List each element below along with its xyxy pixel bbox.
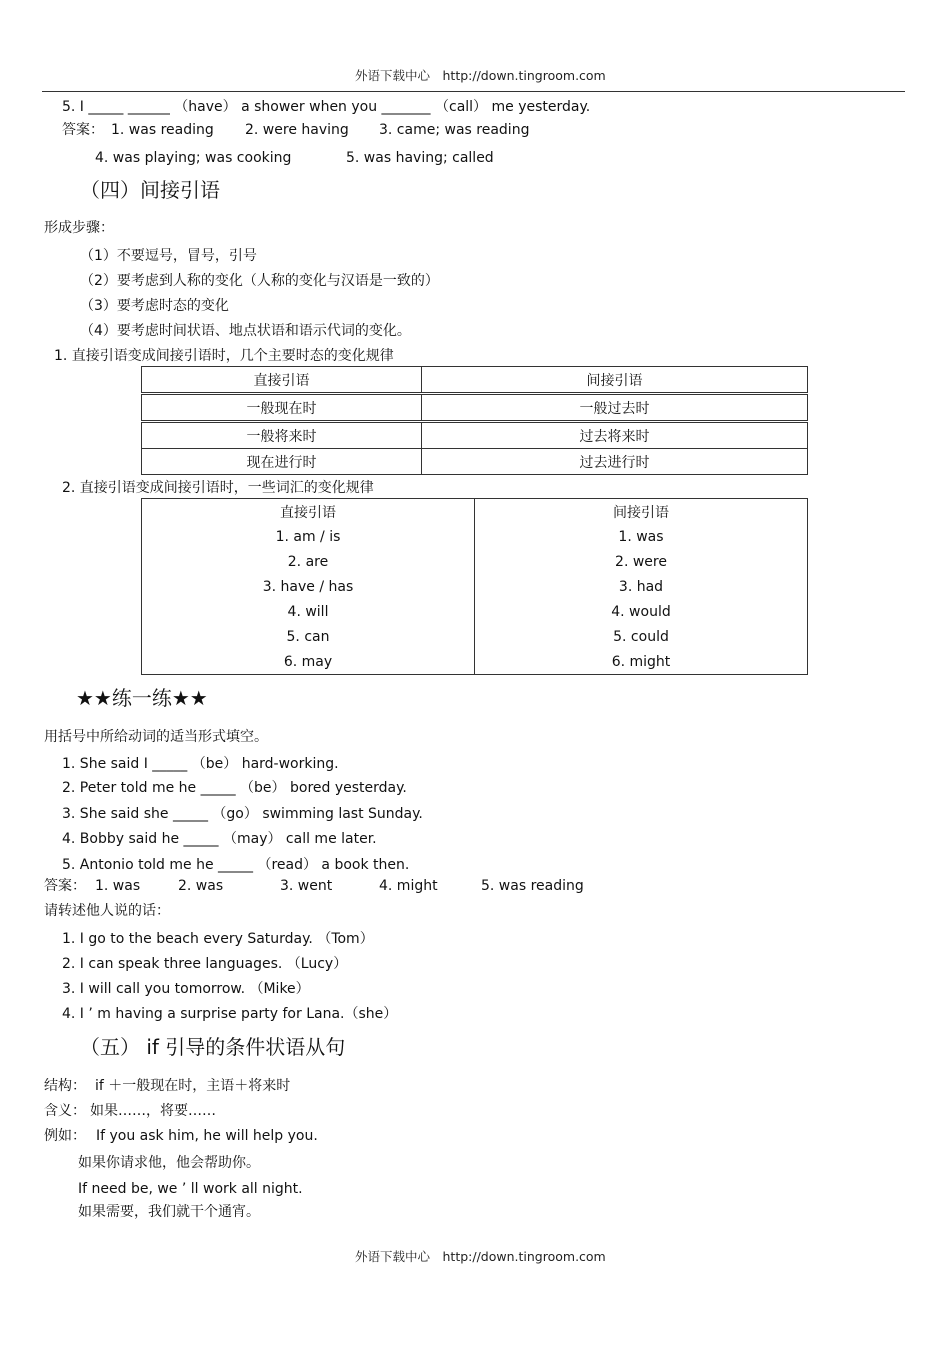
meaning-text: 如果……，将要…… — [90, 1103, 216, 1119]
table-row — [142, 649, 808, 675]
report-label: 请转述他人说的话： — [44, 903, 170, 919]
page-footer: 外语下载中心 http://down.tingroom.com — [355, 1249, 606, 1264]
practice-title: ★★练一练★★ — [76, 686, 208, 710]
table-cell: 5. can — [142, 624, 475, 649]
table-row — [142, 422, 808, 449]
table-cell: 一般过去时 — [422, 394, 808, 422]
structure-text: if ＋一般现在时，主语＋将来时 — [95, 1078, 291, 1094]
example-sentence: If need be, we ’ ll work all night. — [78, 1181, 303, 1197]
table-cell: 6. may — [142, 649, 475, 675]
answer-item: 5. was having; called — [346, 150, 494, 166]
table-row — [142, 574, 808, 599]
table-row — [142, 549, 808, 574]
answer-item: 2. were having — [245, 122, 349, 138]
practice-question: 1. She said I _____ （be） hard-working. — [62, 756, 339, 772]
example-translation: 如果需要，我们就干个通宵。 — [78, 1204, 260, 1220]
structure-label: 结构： — [44, 1078, 86, 1094]
example-label: 例如： — [44, 1128, 86, 1144]
table-header-cell: 直接引语 — [142, 367, 422, 394]
header-rule — [42, 91, 905, 92]
steps-label: 形成步骤： — [44, 220, 114, 236]
answer-item: 1. was — [95, 878, 141, 894]
answer-item: 1. was reading — [111, 122, 214, 138]
practice-question: 5. Antonio told me he _____ （read） a book then. — [62, 857, 410, 873]
answer-label: 答案： — [44, 878, 86, 894]
example-sentence: If you ask him, he will help you. — [96, 1128, 318, 1144]
table-header-row — [142, 499, 808, 525]
table-row — [142, 394, 808, 422]
report-item: 3. I will call you tomorrow. （Mike） — [62, 981, 310, 997]
practice-question: 2. Peter told me he _____ （be） bored yesterday. — [62, 780, 407, 796]
tense-change-table — [141, 366, 808, 475]
table-cell: 3. had — [475, 574, 808, 599]
step-item: （3）要考虑时态的变化 — [80, 298, 229, 314]
table-cell: 过去进行时 — [422, 449, 808, 475]
answer-item: 2. was — [178, 878, 224, 894]
table-header-row — [142, 367, 808, 394]
example-translation: 如果你请求他，他会帮助你。 — [78, 1155, 260, 1171]
rule-1-title: 1. 直接引语变成间接引语时，几个主要时态的变化规律 — [54, 348, 394, 364]
report-item: 1. I go to the beach every Saturday. （Tom） — [62, 931, 374, 947]
page-header: 外语下载中心 http://down.tingroom.com — [355, 68, 606, 83]
table-cell: 4. would — [475, 599, 808, 624]
table-cell: 3. have / has — [142, 574, 475, 599]
word-change-table — [141, 498, 808, 675]
table-header-cell: 间接引语 — [475, 499, 808, 525]
table-header-cell: 间接引语 — [422, 367, 808, 394]
table-row — [142, 599, 808, 624]
answer-item: 3. came; was reading — [379, 122, 530, 138]
step-item: （4）要考虑时间状语、地点状语和语示代词的变化。 — [80, 323, 411, 339]
answer-item: 4. might — [379, 878, 438, 894]
table-cell: 5. could — [475, 624, 808, 649]
step-item: （1）不要逗号，冒号，引号 — [80, 248, 257, 264]
step-item: （2）要考虑到人称的变化（人称的变化与汉语是一致的） — [80, 273, 439, 289]
table-header-cell: 直接引语 — [142, 499, 475, 525]
table-cell: 1. am / is — [142, 524, 475, 549]
table-row — [142, 524, 808, 549]
table-cell: 2. are — [142, 549, 475, 574]
question-5: 5. I _____ ______ （have） a shower when you _______ （call） me yesterday. — [62, 99, 591, 115]
table-cell: 2. were — [475, 549, 808, 574]
table-cell: 一般将来时 — [142, 422, 422, 449]
table-cell: 过去将来时 — [422, 422, 808, 449]
table-cell: 一般现在时 — [142, 394, 422, 422]
meaning-label: 含义： — [44, 1103, 86, 1119]
table-row — [142, 624, 808, 649]
practice-instruction: 用括号中所给动词的适当形式填空。 — [44, 729, 268, 745]
table-row — [142, 449, 808, 475]
table-cell: 1. was — [475, 524, 808, 549]
report-item: 2. I can speak three languages. （Lucy） — [62, 956, 348, 972]
table-cell: 现在进行时 — [142, 449, 422, 475]
section-title: （四）间接引语 — [80, 178, 220, 202]
table-cell: 6. might — [475, 649, 808, 675]
practice-question: 4. Bobby said he _____ （may） call me later. — [62, 831, 377, 847]
practice-question: 3. She said she _____ （go） swimming last Sunday. — [62, 806, 423, 822]
answer-item: 5. was reading — [481, 878, 584, 894]
answer-item: 4. was playing; was cooking — [95, 150, 292, 166]
section-title: （五） if 引导的条件状语从句 — [80, 1035, 346, 1059]
rule-2-title: 2. 直接引语变成间接引语时，一些词汇的变化规律 — [62, 480, 374, 496]
report-item: 4. I ’ m having a surprise party for Lana.（she） — [62, 1006, 398, 1022]
answer-item: 3. went — [280, 878, 333, 894]
answer-label: 答案： — [62, 122, 104, 138]
table-cell: 4. will — [142, 599, 475, 624]
